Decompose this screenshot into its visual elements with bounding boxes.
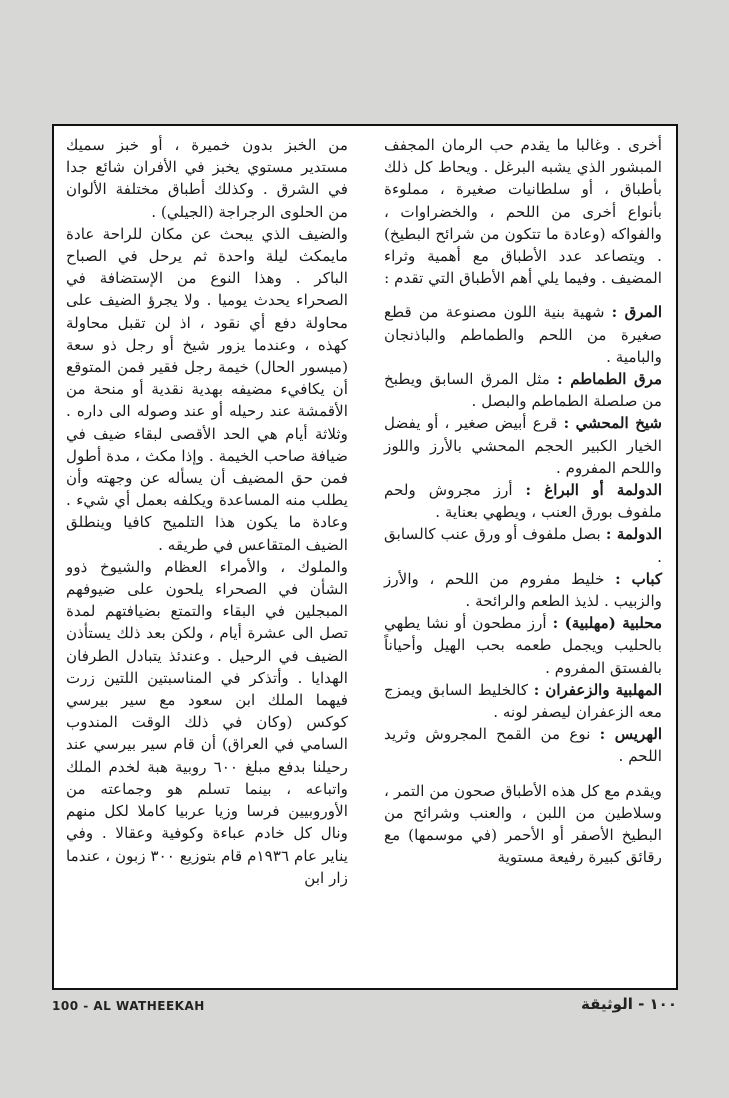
dish-description: شهية بنية اللون مصنوعة من قطع صغيرة من اللحم والطماطم والباذنجان والبامية . bbox=[384, 303, 662, 366]
body-paragraph: من الخبز بدون خميرة ، أو خبز سميك مستدير مستوي يخبز في الأفران شائع جدا في الشرق . وكذلك أطباق مختلفة الألوان من الحلوى الرجراجة (الجيلي) . bbox=[66, 136, 348, 221]
dish-description: نوع من القمح المجروش وثريد اللحم . bbox=[384, 725, 662, 766]
dish-entry bbox=[384, 368, 662, 412]
dish-term: محلبية (مهلبية) : bbox=[552, 614, 662, 633]
dish-term: الدولمة أو البراغ : bbox=[525, 481, 662, 500]
dish-entry bbox=[384, 679, 662, 723]
dish-description: أرز مطحون أو نشا يطهي بالحليب ويجمل طعمه بحب الهيل وأحياناً بالفستق المفروم . bbox=[384, 614, 662, 677]
dish-entry bbox=[384, 568, 662, 612]
dish-description: خليط مفروم من اللحم ، والأرز والزبيب . لذيذ الطعم والرائحة . bbox=[384, 569, 662, 611]
dish-entry bbox=[384, 523, 662, 567]
dish-entry bbox=[384, 479, 662, 523]
dish-description: مثل المرق السابق ويطبخ من صلصلة الطماطم والبصل . bbox=[384, 370, 662, 411]
closing-paragraph: ويقدم مع كل هذه الأطباق صحون من التمر ، وسلاطين من اللبن ، والعنب وشرائح من البطيخ الأصفر أو الأحمر (في موسمها) مع رقائق كبيرة رفيعة مستوية bbox=[384, 781, 662, 867]
dish-description: قرع أبيض صغير ، أو يفضل الخيار الكبير الحجم المحشي بالأرز واللوز واللحم المفروم . bbox=[384, 414, 662, 477]
dish-entry bbox=[384, 612, 662, 679]
dish-term: كباب : bbox=[615, 569, 662, 588]
dish-entry bbox=[384, 301, 662, 368]
dish-description: كالخليط السابق ويمزج معه الزعفران ليصفر لونه . bbox=[384, 680, 662, 722]
footer-page-label-arabic: ١٠٠ - الوثيقة bbox=[581, 995, 677, 1013]
right-column bbox=[384, 134, 662, 869]
dish-term: الهريس : bbox=[599, 725, 662, 744]
dish-entry bbox=[384, 412, 662, 479]
left-column bbox=[66, 134, 348, 889]
dish-term: المرق : bbox=[611, 303, 662, 322]
footer-page-label-english: 100 - AL WATHEEKAH bbox=[52, 999, 205, 1013]
dish-term: شيخ المحشي : bbox=[563, 414, 662, 433]
dish-description: بصل ملفوف أو ورق عنب كالسابق . bbox=[384, 525, 662, 566]
dish-term: المهلبية والزعفران : bbox=[533, 680, 662, 699]
dish-term: مرق الطماطم : bbox=[557, 370, 662, 389]
body-paragraph: والضيف الذي يبحث عن مكان للراحة عادة مايمكث ليلة واحدة ثم يرحل في الصباح الباكر . وهذا النوع من الإستضافة في الصحراء يحدث يوميا . ولا يجرؤ الضيف على محاولة دفع أي نقود ، اذ لن تقبل محاولة كهذه ، وعندما يزور شيخ أو رجل ذو سعة (ميسور الحال) خيمة رجل فقير فمن المتوقع أن يكافيء مضيفه بهدية نقدية أو منحة من الأقمشة عند رحيله أو عند وصوله الى داره . وثلاثة أيام هي الحد الأقصى لبقاء ضيف في ضيافة صاحب الخيمة . وإذا مكث ، مدة أطول فمن حق المضيف أن يسأله عن وجهته وأن يطلب منه المساعدة ويكلفه بعمل أي شيء . وعادة ما يكون هذا التلميح كافيا وينطلق الضيف المتقاعس في طريقه . bbox=[66, 224, 348, 554]
body-paragraph: والملوك ، والأمراء العظام والشيوخ ذوو الشأن في الصحراء يلحون على ضيوفهم المبجلين في البقاء والتمتع بضيافتهم لمدة تصل الى عشرة أيام ، ولكن بعد ذلك يستأذن الضيف في الرحيل . وعندئذ يتبادل الطرفان الهدايا . وأتذكر في المناسبتين اللتين زرت فيهما الملك ابن سعود مع سير بيرسي كوكس (وكان في ذلك الوقت المندوب السامي في العراق) أن قام سير بيرسي عند رحيلنا بدفع مبلغ ٦٠٠ روبية هبة لخدم الملك واتباعه ، بينما تسلم هو وجماعته من الأوروبيين فرسا وزيا عربيا كاملا لكل منهم ونال كل خادم عباءة وكوفية وعقالا . وفي يناير عام ١٩٣٦م قام بتوزيع ٣٠٠ زبون ، عندما زار ابن bbox=[66, 557, 348, 887]
dish-entry bbox=[384, 723, 662, 767]
intro-paragraph: أخرى . وغالبا ما يقدم حب الرمان المجفف المبشور الذي يشبه البرغل . ويحاط كل ذلك بأطباق ، أو سلطانيات صغيرة ، مملوءة بأنواع أخرى من اللحم ، والخضراوات ، والفواكه (وعادة ما تتكون من شرائح البطيخ) . ويتصاعد عدد الأطباق مع أهمية وثراء المضيف . وفيما يلي أهم الأطباق التي تقدم : bbox=[384, 136, 662, 288]
dish-description: أرز مجروش ولحم ملفوف بورق العنب ، ويطهي بعناية . bbox=[384, 481, 662, 522]
dish-term: الدولمة : bbox=[605, 525, 663, 544]
